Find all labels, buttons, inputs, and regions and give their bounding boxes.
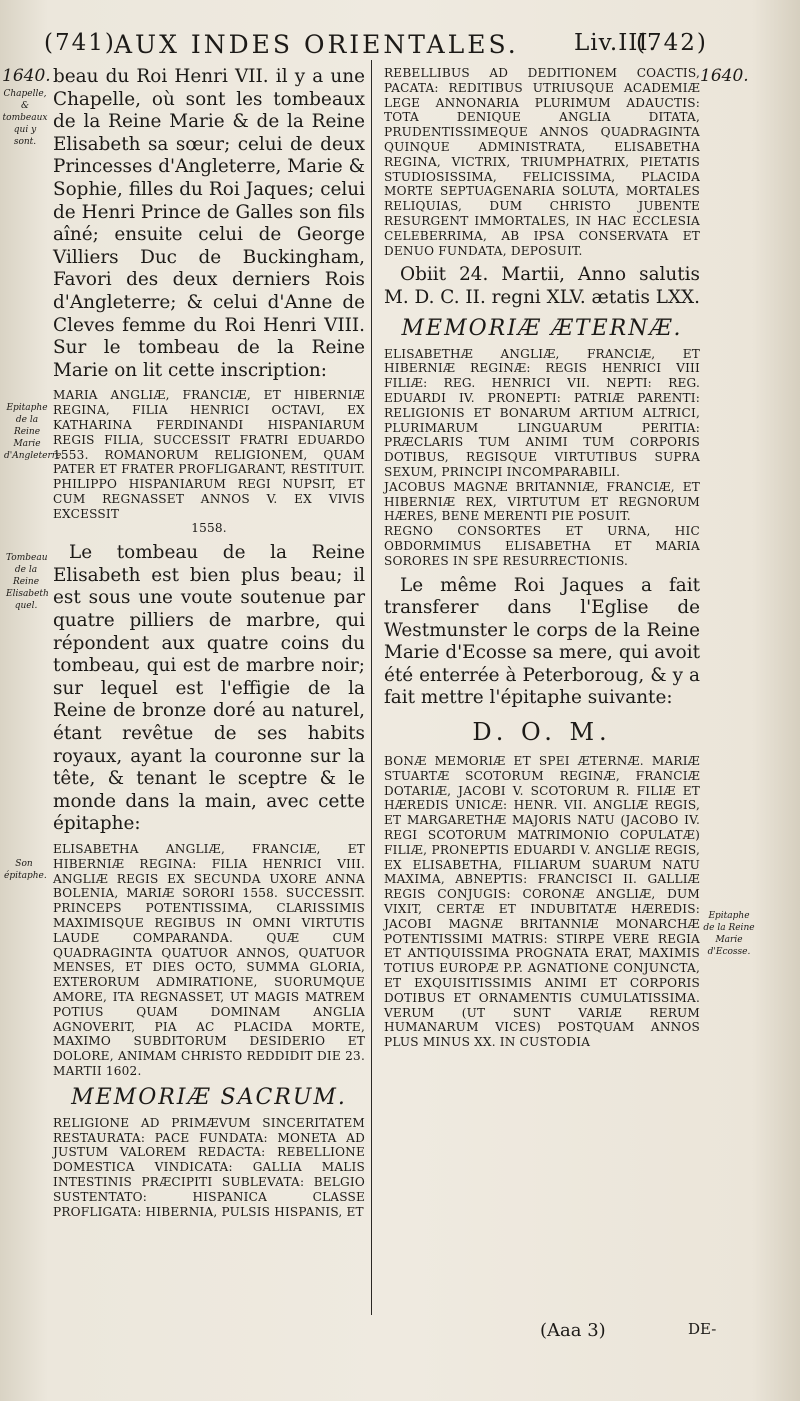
epitaph-elisabeth: ELISABETHA ANGLIÆ, FRANCIÆ, ET HIBERNIÆ REGINA: FILIA HENRICI VIII. ANGLIÆ REGIS EX SECUNDA UXORE ANNA BOLENIA, MARIÆ SORORI 1558. SUCCESSIT. PRINCEPS POTENTISSIMA, CLARISSIMIS MAXIMISQUE REGIBUS IN OMNI VIRTUTIS LAUDE COMPARANDA. QUÆ CUM QUADRAGINTA QUATUOR ANNOS, QUATUOR MENSES, ET DIES OCTO, SUMMA GLORIA, EXTERORUM ADMIRATIONE, SUORUMQUE AMORE, ITA REGNASSET, UT MAGIS MATREM POTIUS QUAM DOMINAM ANGLIA AGNOVERIT, PIA AC PLACIDA MORTE, MAXIMO SUBDITORUM DESIDERIO ET DOLORE, ANIMAM CHRISTO REDDIDIT DIE 23. MARTII 1602.: [53, 842, 365, 1078]
page-number-right: (742): [636, 30, 708, 56]
right-column: [384, 66, 700, 1050]
signature-mark: (Aaa 3): [540, 1320, 606, 1341]
margin-note-chapelle: Chapelle, & tombeaux qui y sont.: [2, 89, 48, 147]
page-number-left: (741): [44, 30, 116, 56]
obiit-line: Obiit 24. Martii, Anno salutis M. D. C. II. regni XLV. ætatis LXX.: [384, 264, 700, 308]
paragraph-chapelle: beau du Roi Henri VII. il y a une Chapelle, où sont les tombeaux de la Reine Marie & de la Reine Elisabeth sa sœur; celui de deux Princesses d'Angleterre, Marie & Sophie, filles du Roi Jaques; celui de Henri Prince de Galles son fils aîné; ensuite celui de George Villiers Duc de Buckingham, Favori des deux derniers Rois d'Angleterre; & celui d'Anne de Cleves femme du Roi Henri VIII. Sur le tombeau de la Reine Marie on lit cette inscription:: [53, 66, 365, 381]
margin-year-left: 1640.: [2, 66, 51, 86]
margin-note-tombeau-elisabeth: Tombeau de la Reine Elisabeth quel.: [6, 553, 49, 611]
heading-memoriae-aeternae: MEMORIÆ ÆTERNÆ.: [401, 315, 683, 341]
margin-year-right: 1640.: [700, 66, 749, 86]
memoriae-sacrum-continued: REBELLIBUS AD DEDITIONEM COACTIS, PACATA: REDITIBUS UTRIUSQUE ACADEMIÆ LEGE ANNONARIA PLURIMUM ADAUCTIS: TOTA DENIQUE ANGLIA DITATA, PRUDENTISSIMEQUE ANNOS QUADRAGINTA QUINQUE ADMINISTRATA, ELISABETHA REGINA, VICTRIX, TRIUMPHATRIX, PIETATIS STUDIOSISSIMA, FELICISSIMA, PLACIDA MORTE SEPTUAGENARIA SOLUTA, MORTALES RELIQUIAS, DUM CHRISTO JUBENTE RESURGENT IMMORTALES, IN HAC ECCLESIA CELEBERRIMA, AB IPSA CONSERVATA ET DENUO FUNDATA, DEPOSUIT.: [384, 66, 700, 258]
inscription-marie: MARIA ANGLIÆ, FRANCIÆ, ET HIBERNIÆ REGINA, FILIA HENRICI OCTAVI, EX KATHARINA FERDINANDI HISPANIARUM REGIS FILIA, SUCCESSIT FRATRI EDUARDO 1553. ROMANORUM RELIGIONEM, QUAM PATER ET FRATER PROFLIGARANT, RESTITUIT. PHILIPPO HISPANIARUM REGI NUPSIT, ET CUM REGNASSET ANNOS V. EX VIVIS EXCESSIT: [53, 388, 365, 521]
heading-dom: D. O. M.: [472, 718, 612, 747]
running-header: [44, 30, 708, 64]
catchword: DE-: [688, 1320, 717, 1338]
margin-note-epitaphe-marie: Epitaphe de la Reine Marie d'Angleterre.: [4, 403, 65, 461]
paragraph-tombeau-elisabeth: Le tombeau de la Reine Elisabeth est bien plus beau; il est sous une voute soutenue par quatre pilliers de marbre, qui répondent aux quatre coins du tombeau, qui est de marbre noir; sur lequel est l'effigie de la Reine de bronze doré au naturel, étant revêtue de ses habits royaux, ayant la couronne sur la tête, & tenant le sceptre & le monde dans la main, avec cette épitaphe:: [53, 542, 365, 835]
margin-note-epitaphe-ecosse: Epitaphe de la Reine Marie d'Ecosse.: [703, 911, 755, 957]
book-number: Liv.III.: [574, 30, 657, 56]
memoriae-aeternae-text-2: JACOBUS MAGNÆ BRITANNIÆ, FRANCIÆ, ET HIBERNIÆ REX, VIRTUTUM ET REGNORUM HÆRES, BENE MERENTI PIE POSUIT.: [384, 479, 700, 524]
paragraph-jaques: Le même Roi Jaques a fait transferer dans l'Eglise de Westmunster le corps de la Reine Marie d'Ecosse sa mere, qui avoit été enterrée à Peterboroug, & y a fait mettre l'épitaphe suivante:: [384, 574, 700, 709]
left-column: [53, 66, 365, 1219]
memoriae-aeternae-text: ELISABETHÆ ANGLIÆ, FRANCIÆ, ET HIBERNIÆ REGINÆ: REGIS HENRICI VIII FILIÆ: REG. HENRICI VII. NEPTI: REG. EDUARDI IV. PRONEPTI: PATRIÆ PARENTI: RELIGIONIS ET BONARUM ARTIUM ALTRICI, PLURIMARUM LINGUARUM PERITIA: PRÆCLARIS TUM ANIMI TUM CORPORIS DOTIBUS, REGISQUE VIRTUTIBUS SUPRA SEXUM, PRINCIPI INCOMPARABILI.: [384, 346, 700, 479]
memoriae-sacrum-text: RELIGIONE AD PRIMÆVUM SINCERITATEM RESTAURATA: PACE FUNDATA: MONETA AD JUSTUM VALOREM REDACTA: REBELLIONE DOMESTICA VINDICATA: GALLIA MALIS INTESTINIS PRÆCIPITI SUBLEVATA: BELGIO SUSTENTATO: HISPANICA CLASSE PROFLIGATA: HIBERNIA, PULSIS HISPANIS, ET: [53, 1115, 365, 1219]
inscription-marie-year: 1558.: [191, 521, 227, 536]
column-rule: [371, 60, 372, 1315]
memoriae-aeternae-text-3: REGNO CONSORTES ET URNA, HIC OBDORMIMUS ELISABETHA ET MARIA SORORES IN SPE RESURRECTIONIS.: [384, 524, 700, 568]
heading-memoriae-sacrum: MEMORIÆ SACRUM.: [71, 1084, 347, 1110]
epitaph-marie-ecosse: BONÆ MEMORIÆ ET SPEI ÆTERNÆ. MARIÆ STUARTÆ SCOTORUM REGINÆ, FRANCIÆ DOTARIÆ, JACOBI V. SCOTORUM R. FILIÆ ET HÆREDIS UNICÆ: HENR. VII. ANGLIÆ REGIS, ET MARGARETHÆ MAJORIS NATU (JACOBO IV. REGI SCOTORUM MATRIMONIO COPULATÆ) FILIÆ, PRONEPTIS EDUARDI V. ANGLIÆ REGIS, EX ELISABETHA, FILIARUM SUARUM NATU MAXIMA, ABNEPTIS: FRANCISCI II. GALLIÆ REGIS CONJUGIS: CORONÆ ANGLIÆ, DUM VIXIT, CERTÆ ET INDUBITATÆ HÆREDIS: JACOBI MAGNÆ BRITANNIÆ MONARCHÆ POTENTISSIMI MATRIS: STIRPE VERE REGIA ET ANTIQUISSIMA PROGNATA ERAT, MAXIMIS TOTIUS EUROPÆ P.P. AGNATIONE CONJUNCTA, ET EXQUISITISSIMIS ANIMI ET CORPORIS DOTIBUS ET ORNAMENTIS CUMULATISSIMA. VERUM (UT SUNT VARIÆ RERUM HUMANARUM VICES) POSTQUAM ANNOS PLUS MINUS XX. IN CUSTODIA: [384, 754, 700, 1050]
margin-note-son-epitaphe: Son épitaphe.: [4, 859, 47, 881]
running-title: AUX INDES ORIENTALES.: [114, 30, 519, 59]
